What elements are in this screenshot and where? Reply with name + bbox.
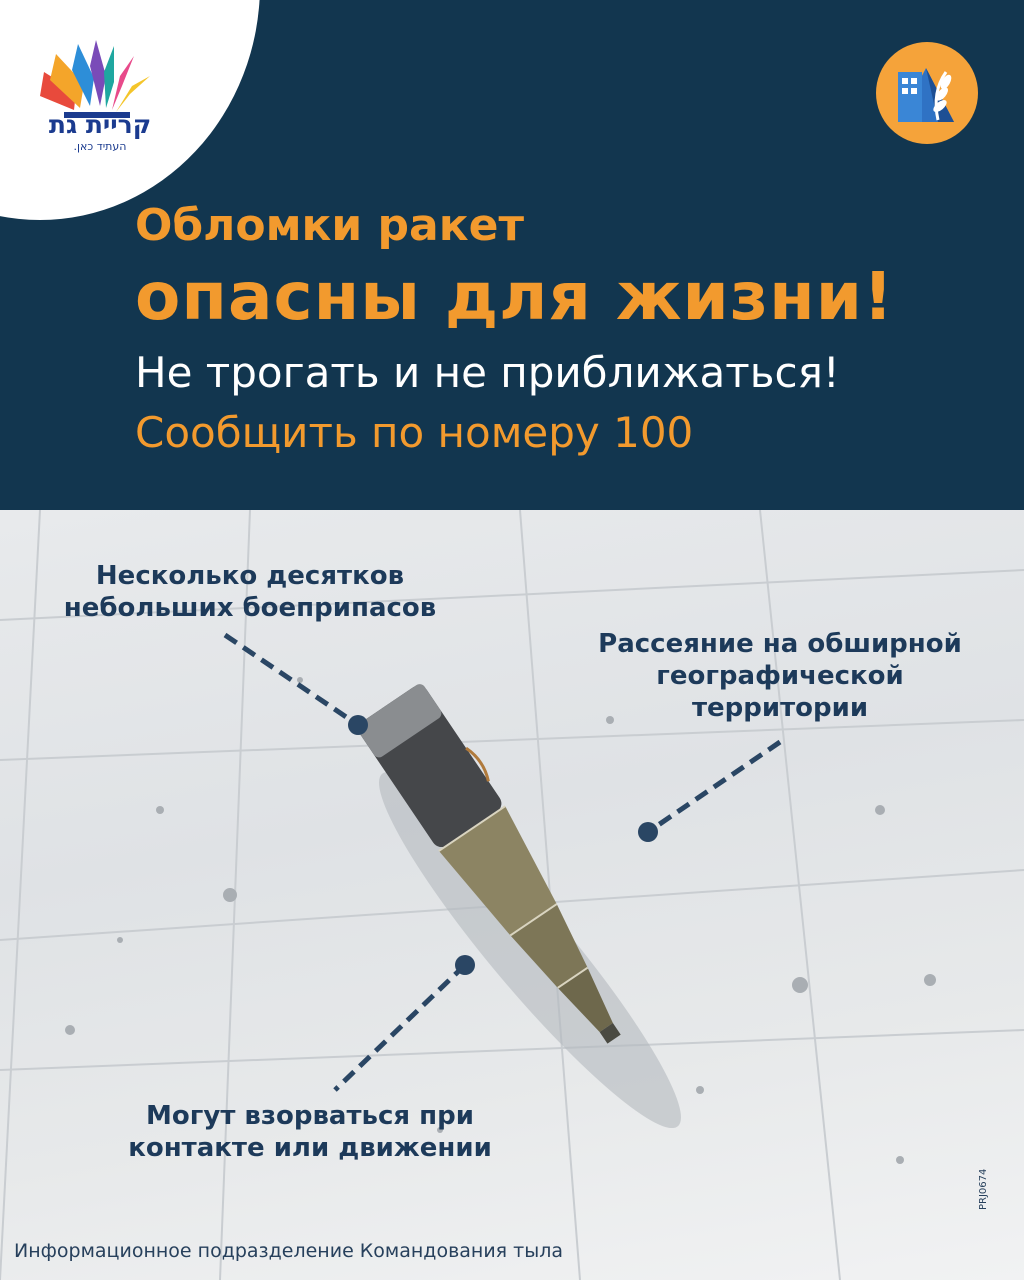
- debris-illustration: [0, 510, 1024, 1280]
- callout-explosion-risk: [60, 1100, 560, 1164]
- headline-line-3: Не трогать и не приближаться!: [135, 348, 840, 397]
- city-logo-name: קריית גת: [48, 110, 152, 139]
- callout-text: контакте или движении: [128, 1133, 492, 1163]
- header-banner: [0, 0, 1024, 510]
- headline-line-4: Сообщить по номеру 100: [135, 408, 694, 457]
- poster-code: PRJ0674: [978, 1168, 989, 1210]
- home-front-command-icon: [876, 42, 978, 144]
- callout-text: территории: [691, 693, 869, 723]
- callout-text: Несколько десятков: [95, 561, 405, 591]
- callout-dispersion: [560, 628, 1000, 724]
- headline-line-1: Обломки ракет: [135, 200, 524, 251]
- headline-line-2: опасны для жизни!: [135, 258, 895, 335]
- callout-text: небольших боеприпасов: [63, 593, 437, 623]
- callout-text: географической: [656, 661, 904, 691]
- callout-submunitions: [30, 560, 470, 624]
- city-logo-slogan: העתיד כאן.: [73, 140, 127, 153]
- callout-text: Рассеяние на обширной: [598, 629, 962, 659]
- rocket-debris-photo: [0, 510, 1024, 1280]
- callout-text: Могут взорваться при: [146, 1101, 474, 1131]
- footer-source: Информационное подразделение Командования тыла: [14, 1240, 564, 1262]
